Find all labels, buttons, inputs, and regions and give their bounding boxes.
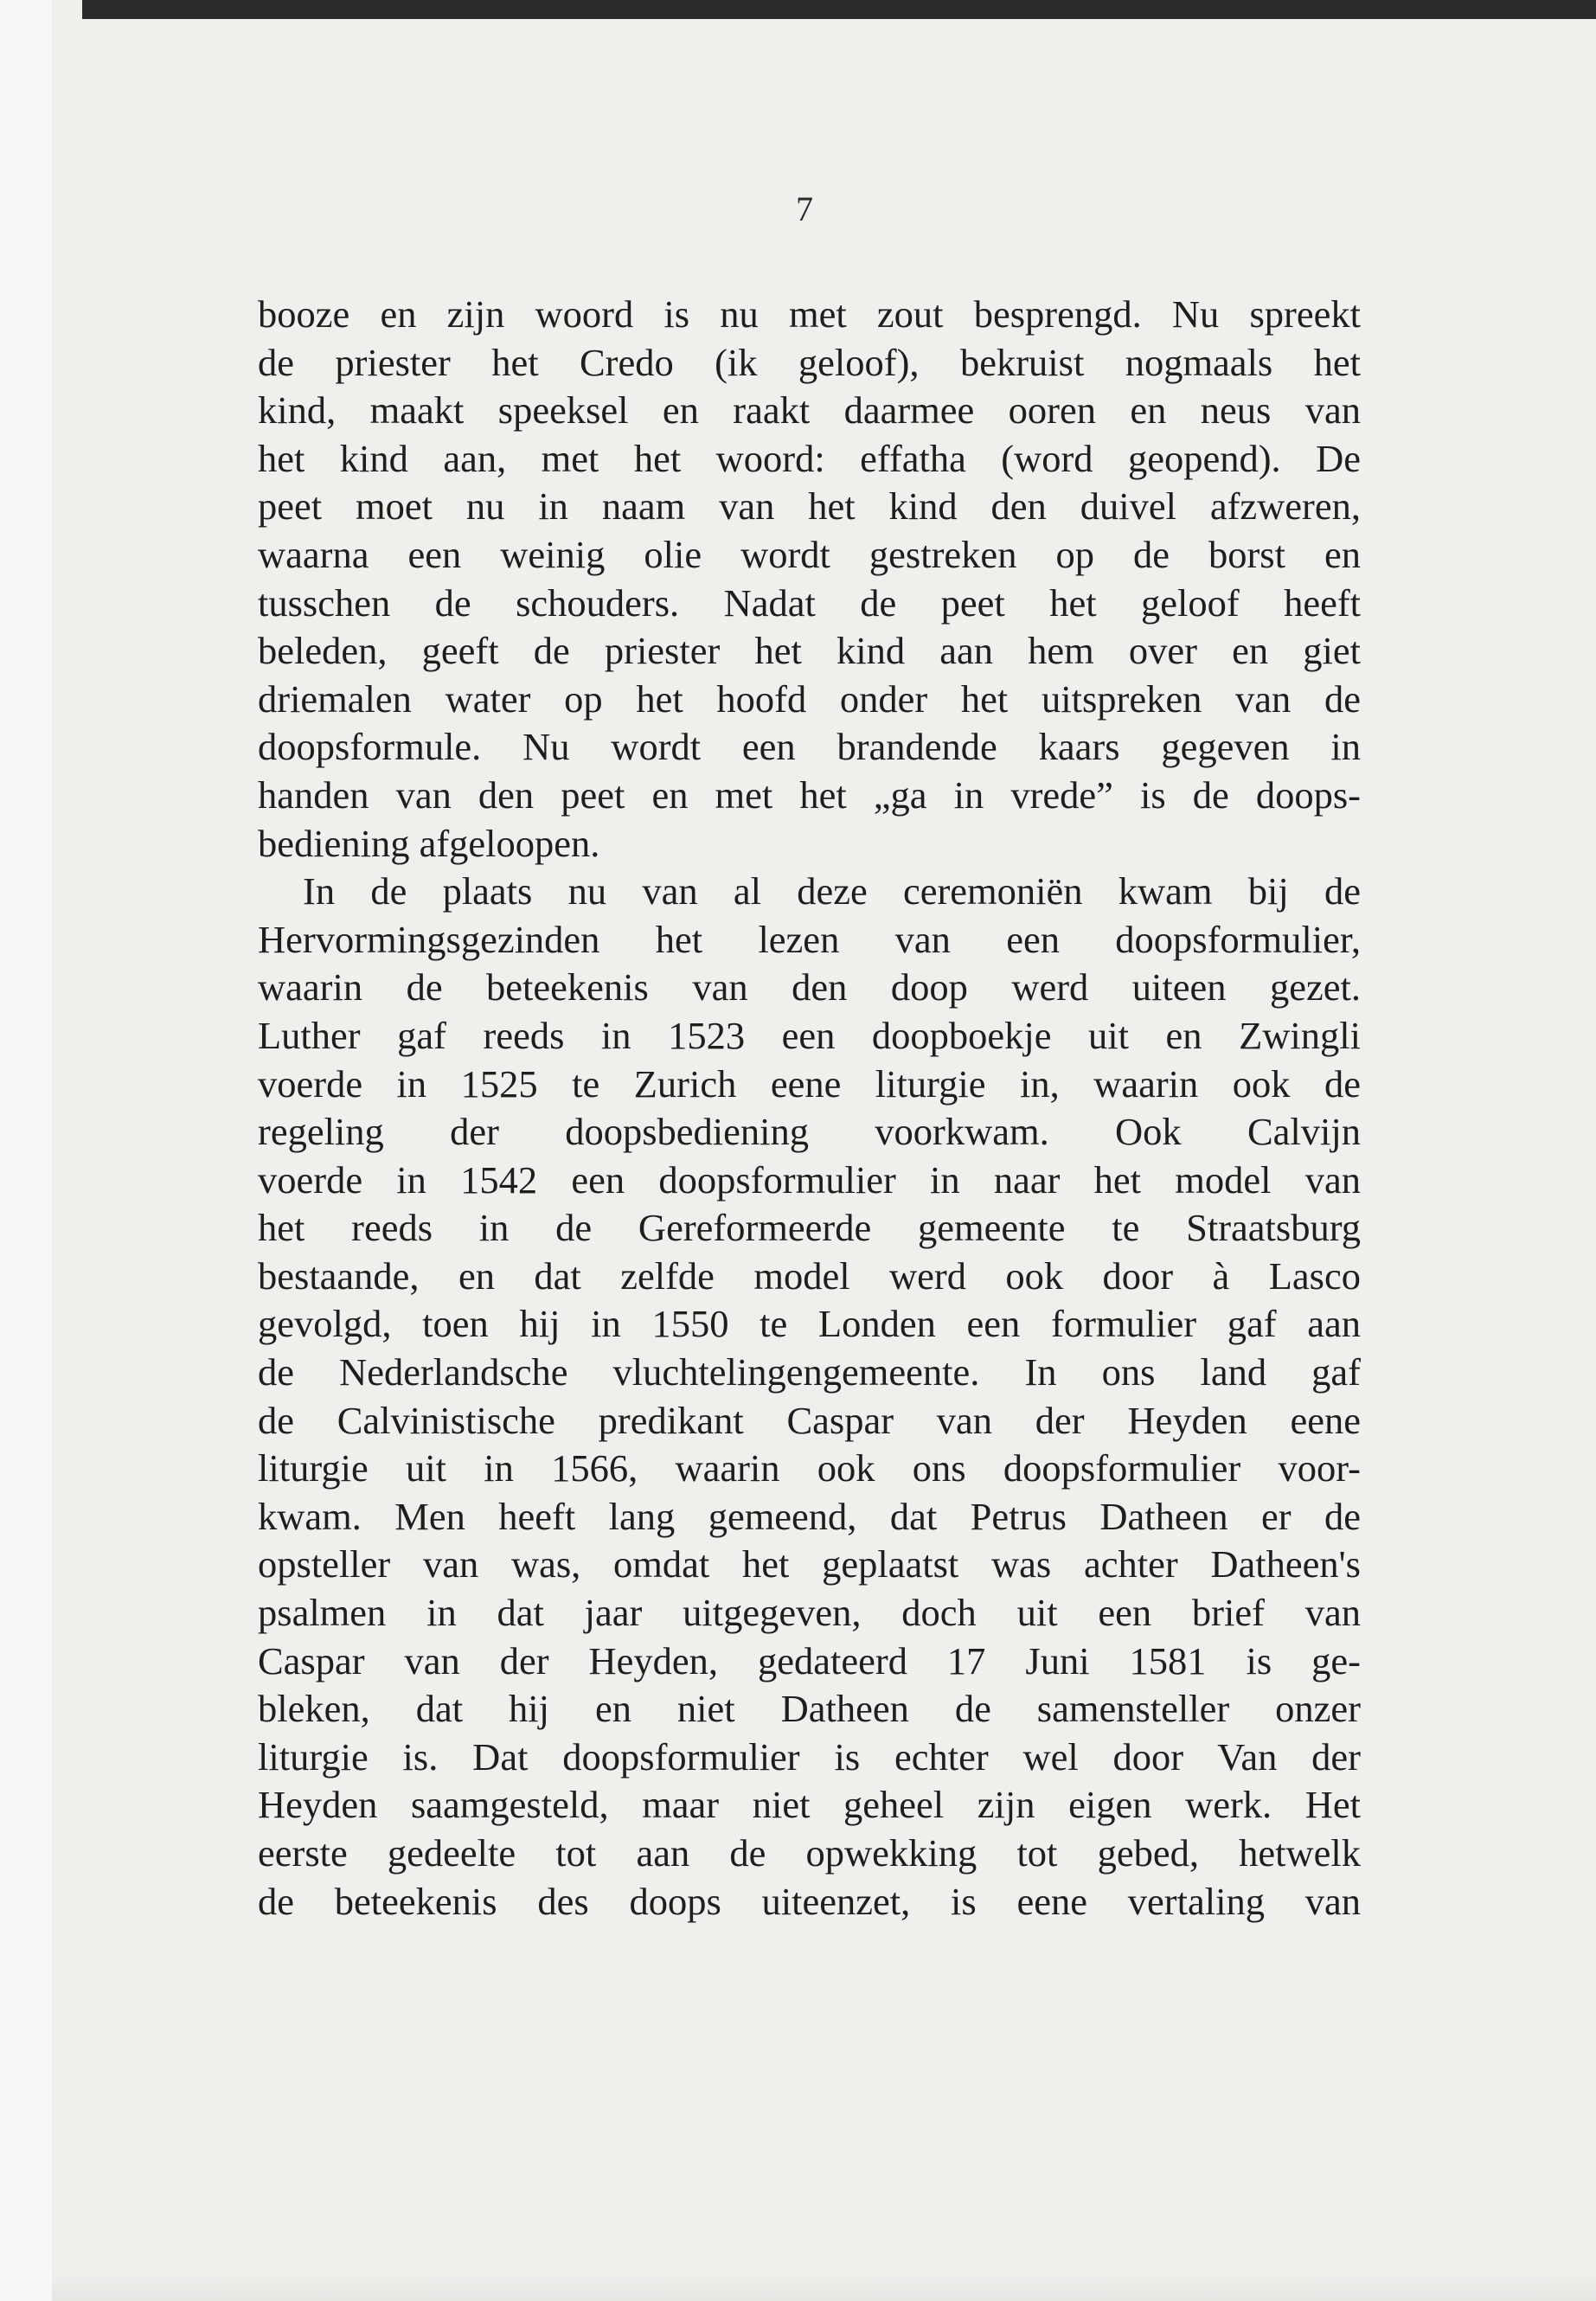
text-line: kind, maakt speeksel en raakt daarmee ooren en neus van [258, 388, 1361, 433]
text-line: doopsformule. Nu wordt een brandende kaars gegeven in [258, 725, 1361, 769]
text-line: bestaande, en dat zelfde model werd ook door à Lasco [258, 1253, 1361, 1298]
text-line: gevolgd, toen hij in 1550 te Londen een formulier gaf aan [258, 1302, 1361, 1346]
text-line: driemalen water op het hoofd onder het uitspreken van de [258, 676, 1361, 721]
text-line: voerde in 1525 te Zurich eene liturgie in, waarin ook de [258, 1061, 1361, 1106]
top-scan-border [82, 0, 1596, 19]
text-line: booze en zijn woord is nu met zout besprengd. Nu spreekt [258, 292, 1361, 336]
page-number: 7 [796, 189, 813, 228]
body-text [258, 291, 1361, 1926]
text-line: de Calvinistische predikant Caspar van der Heyden eene [258, 1398, 1361, 1442]
text-line: In de plaats nu van al deze ceremoniën kwam bij de [303, 869, 1361, 913]
text-line: Heyden saamgesteld, maar niet geheel zijn eigen werk. Het [258, 1783, 1361, 1827]
text-line: bediening afgeloopen. [258, 821, 600, 865]
text-line: kwam. Men heeft lang gemeend, dat Petrus Datheen er de [258, 1494, 1361, 1538]
text-line: Hervormingsgezinden het lezen van een doopsformulier, [258, 917, 1361, 961]
text-line: de beteekenis des doops uiteenzet, is eene vertaling van [258, 1879, 1361, 1923]
text-line: het kind aan, met het woord: effatha (word geopend). De [258, 436, 1361, 480]
left-margin [0, 0, 52, 2301]
text-line: de Nederlandsche vluchtelingengemeente. In ons land gaf [258, 1350, 1361, 1394]
text-line: psalmen in dat jaar uitgegeven, doch uit een brief van [258, 1591, 1361, 1635]
text-line: waarna een weinig olie wordt gestreken op de borst en [258, 532, 1361, 576]
text-line: liturgie uit in 1566, waarin ook ons doopsformulier voor- [258, 1446, 1361, 1490]
text-line: het reeds in de Gereformeerde gemeente te Straatsburg [258, 1206, 1361, 1250]
text-line: regeling der doopsbediening voorkwam. Ook Calvijn [258, 1110, 1361, 1154]
text-line: waarin de beteekenis van den doop werd uiteen gezet. [258, 965, 1361, 1009]
text-line: eerste gedeelte tot aan de opwekking tot gebed, hetwelk [258, 1831, 1361, 1875]
text-line: de priester het Credo (ik geloof), bekruist nogmaals het [258, 340, 1361, 384]
text-line: voerde in 1542 een doopsformulier in naar het model van [258, 1157, 1361, 1202]
text-line: bleken, dat hij en niet Datheen de samensteller onzer [258, 1687, 1361, 1731]
text-line: handen van den peet en met het „ga in vrede” is de doops- [258, 772, 1361, 817]
bottom-scan-shadow [52, 2273, 1596, 2301]
text-line: Luther gaf reeds in 1523 een doopboekje uit en Zwingli [258, 1013, 1361, 1057]
text-line: beleden, geeft de priester het kind aan hem over en giet [258, 629, 1361, 673]
text-line: Caspar van der Heyden, gedateerd 17 Juni 1581 is ge- [258, 1638, 1361, 1682]
text-line: liturgie is. Dat doopsformulier is echter wel door Van der [258, 1734, 1361, 1779]
text-line: tusschen de schouders. Nadat de peet het geloof heeft [258, 580, 1361, 625]
text-line: opsteller van was, omdat het geplaatst was achter Datheen's [258, 1542, 1361, 1586]
text-line: peet moet nu in naam van het kind den duivel afzweren, [258, 484, 1361, 529]
